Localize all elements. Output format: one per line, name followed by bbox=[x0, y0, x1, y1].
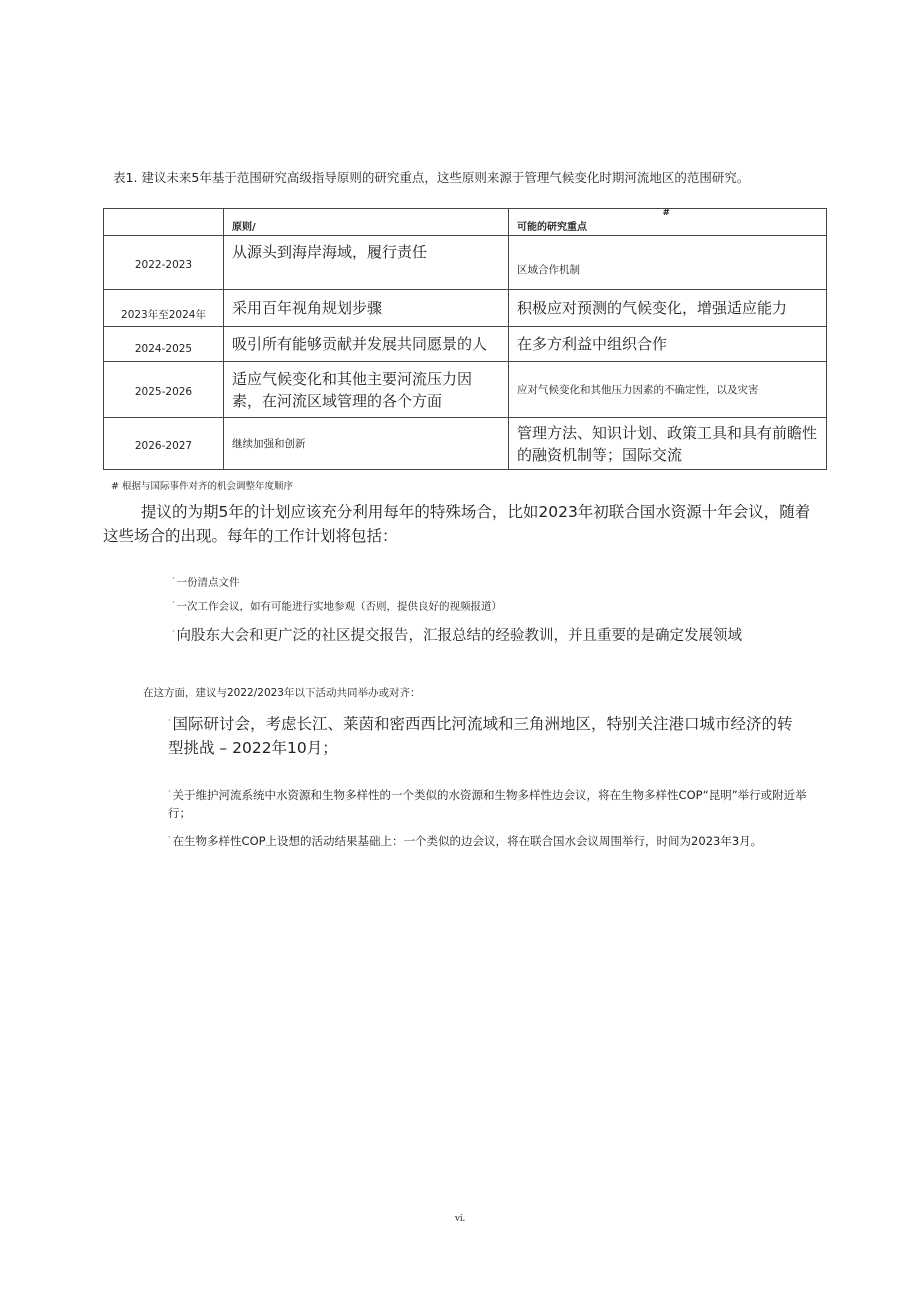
header-principle: 原则/ bbox=[224, 209, 509, 236]
row-principle: 采用百年视角规划步骤 bbox=[224, 290, 509, 327]
activity-text: 国际研讨会，考虑长江、莱茵和密西西比河流域和三角洲地区，特别关注港口城市经济的转型挑战 – 2022年10月； bbox=[168, 715, 793, 758]
table-row bbox=[104, 362, 827, 418]
bullet-dot: · bbox=[168, 716, 171, 725]
page-number: vi. bbox=[454, 1213, 466, 1224]
row-principle: 适应气候变化和其他主要河流压力因素，在河流区域管理的各个方面 bbox=[224, 362, 509, 418]
row-focus: 应对气候变化和其他压力因素的不确定性，以及灾害 bbox=[509, 362, 827, 418]
bullet-dot: · bbox=[168, 787, 171, 796]
row-year: 2026-2027 bbox=[104, 418, 224, 470]
research-table bbox=[103, 208, 827, 470]
table-header-row bbox=[104, 209, 827, 236]
table-row bbox=[104, 327, 827, 362]
header-focus-wrap bbox=[517, 208, 818, 233]
activity-text: 在生物多样性COP上设想的活动结果基础上：一个类似的边会议，将在联合国水会议周围举行，时间为2023年3月。 bbox=[172, 833, 763, 848]
table-row bbox=[104, 418, 827, 470]
row-principle: 继续加强和创新 bbox=[224, 418, 509, 470]
table-row bbox=[104, 290, 827, 327]
bullet-dot: · bbox=[172, 627, 175, 637]
row-year: 2025-2026 bbox=[104, 362, 224, 418]
row-principle: 从源头到海岸海域，履行责任 bbox=[224, 236, 509, 290]
bullet-dot: · bbox=[168, 833, 171, 842]
work-item-text: 向股东大会和更广泛的社区提交报告，汇报总结的经验教训，并且重要的是确定发展领域 bbox=[176, 628, 743, 644]
work-item-text: 一次工作会议，如有可能进行实地参观（否则，提供良好的视频报道） bbox=[176, 600, 503, 613]
work-item-text: 一份清点文件 bbox=[176, 576, 240, 589]
work-item bbox=[172, 598, 502, 614]
row-year: 2022-2023 bbox=[104, 236, 224, 290]
row-year: 2024-2025 bbox=[104, 327, 224, 362]
activity-item bbox=[168, 709, 808, 760]
activity-item bbox=[168, 829, 808, 850]
table-footnote: # 根据与国际事件对齐的机会调整年度顺序 bbox=[111, 481, 293, 492]
activity-item bbox=[168, 783, 808, 822]
row-focus: 区域合作机制 bbox=[509, 236, 827, 290]
table-row bbox=[104, 236, 827, 290]
header-focus-cell bbox=[509, 209, 827, 236]
row-focus: 积极应对预测的气候变化，增强适应能力 bbox=[509, 290, 827, 327]
activity-text: 关于维护河流系统中水资源和生物多样性的一个类似的水资源和生物多样性边会议，将在生物多样性COP“昆明”举行或附近举行； bbox=[168, 787, 807, 820]
bullet-dot: · bbox=[172, 574, 175, 583]
header-focus: 可能的研究重点 bbox=[517, 222, 587, 233]
header-year bbox=[104, 209, 224, 236]
table-caption: 表1. 建议未来5年基于范围研究高级指导原则的研究重点，这些原则来源于管理气候变化时期河流地区的范围研究。 bbox=[113, 170, 750, 185]
row-focus: 在多方利益中组织合作 bbox=[509, 327, 827, 362]
row-year: 2023年至2024年 bbox=[104, 290, 224, 327]
bullet-dot: · bbox=[172, 598, 175, 607]
hash-mark: # bbox=[662, 208, 670, 218]
work-item bbox=[172, 624, 742, 645]
activities-intro: 在这方面，建议与2022/2023年以下活动共同举办或对齐： bbox=[143, 687, 421, 699]
work-item bbox=[172, 574, 240, 590]
body-paragraph: 提议的为期5年的计划应该充分利用每年的特殊场合，比如2023年初联合国水资源十年会议，随着这些场合的出现。每年的工作计划将包括： bbox=[103, 503, 811, 545]
row-principle: 吸引所有能够贡献并发展共同愿景的人 bbox=[224, 327, 509, 362]
row-focus: 管理方法、知识计划、政策工具和具有前瞻性的融资机制等；国际交流 bbox=[509, 418, 827, 470]
